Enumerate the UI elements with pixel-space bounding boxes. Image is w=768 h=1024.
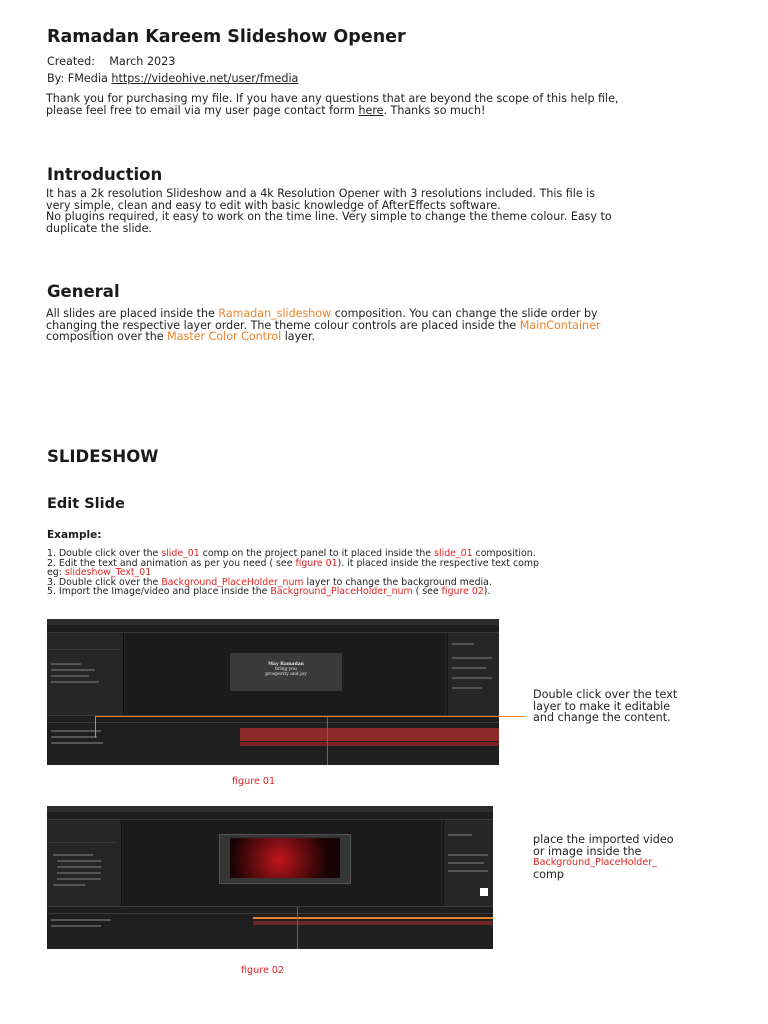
introduction-heading: Introduction — [47, 165, 163, 184]
project-panel — [47, 820, 122, 906]
intro-line-3: No plugins required, it easy to work on the time line. Very simple to change the theme colour. Easy to — [46, 210, 612, 224]
layer-background-placeholder: Background_PlaceHolder_num — [270, 586, 413, 598]
general-text: layer. — [281, 330, 316, 344]
preview-text-3: prosperity and joy — [265, 672, 307, 677]
timeline-panel — [47, 715, 499, 765]
effects-panel — [447, 633, 499, 715]
note-layer-name: Background_PlaceHolder_ — [533, 857, 658, 869]
timeline-panel — [47, 906, 493, 949]
playhead — [297, 907, 298, 949]
step-text: ( see — [412, 586, 442, 598]
comp-slide-01: slide_01 — [161, 548, 200, 559]
general-text: composition over the — [46, 330, 168, 344]
preview-text-1: May Ramadan — [268, 662, 304, 667]
author-line — [47, 72, 298, 85]
figure-02-screenshot — [47, 806, 493, 949]
steps-list — [47, 549, 539, 597]
note-line: and change the content. — [533, 711, 671, 725]
figure-01-caption: figure 01 — [232, 776, 276, 787]
step-text: eg: — [47, 567, 65, 579]
general-heading: General — [47, 282, 120, 301]
preview-frame — [230, 653, 342, 691]
note-line: layer to make it editable — [533, 699, 671, 713]
background-media-preview — [230, 838, 340, 878]
timeline-layer-bar — [240, 728, 499, 741]
composition-viewer — [123, 820, 441, 906]
contact-link[interactable]: here — [358, 103, 384, 117]
note-line: place the imported video — [533, 833, 674, 846]
intro-line-4: duplicate the slide. — [46, 221, 152, 235]
playhead — [327, 716, 328, 765]
step-text: 2. Edit the text and animation as per you need ( see — [47, 557, 296, 569]
thanks-line-2 — [46, 105, 726, 117]
general-paragraph — [46, 308, 726, 343]
layer-background-placeholder: Background_PlaceHolder_num — [161, 576, 304, 588]
step-text: 3. Double click over the — [47, 576, 162, 588]
note-line: comp — [533, 867, 564, 881]
figure-01-note — [533, 689, 677, 724]
step-text: comp on the project panel to it placed inside the — [199, 548, 435, 559]
figure-01-screenshot — [47, 619, 499, 765]
comp-slide-01: slide_01 — [434, 548, 473, 559]
note-line: or image inside the — [533, 844, 642, 858]
step-text: layer to change the background media. — [303, 576, 492, 588]
comp-slideshow-text: slideshow_Text_01 — [64, 567, 152, 579]
thanks-text: please feel free to email via my user page contact form — [46, 103, 359, 117]
comp-ramadan-slideshow: Ramadan_slideshow — [218, 307, 332, 320]
thanks-paragraph — [46, 93, 726, 116]
composition-viewer — [125, 633, 445, 715]
comp-main-container: MainContainer — [519, 318, 601, 332]
layer-master-color-control: Master Color Control — [167, 330, 282, 344]
intro-line-2: very simple, clean and easy to edit with basic knowledge of AfterEffects software. — [46, 198, 501, 212]
general-line-3 — [46, 331, 726, 343]
thanks-line-1: Thank you for purchasing my file. If you have any questions that are beyond the scope of this help file, — [46, 92, 619, 105]
figure-02-note — [533, 834, 674, 880]
intro-line-1: It has a 2k resolution Slideshow and a 4k Resolution Opener with 3 resolutions included. This file is — [46, 187, 596, 200]
app-toolbar — [47, 812, 493, 820]
step-text: 5. Import the Image/video and place inside the — [47, 586, 271, 598]
created-value: March 2023 — [109, 55, 176, 68]
project-panel — [47, 633, 124, 715]
general-text: composition. You can change the slide order by — [331, 307, 598, 320]
page-title: Ramadan Kareem Slideshow Opener — [47, 27, 406, 47]
preview-text-2: bring you — [275, 667, 297, 672]
step-text: composition. — [472, 548, 536, 559]
timeline-layer-bar — [253, 921, 493, 925]
callout-line-vertical — [95, 716, 96, 738]
callout-line-horizontal — [95, 716, 525, 717]
cursor-marker — [480, 888, 488, 896]
effects-panel — [443, 820, 493, 906]
step-5 — [47, 587, 539, 597]
introduction-paragraph — [46, 188, 726, 234]
timeline-layer-bar — [240, 742, 499, 746]
step-text: 1. Double click over the — [47, 548, 162, 559]
app-toolbar — [47, 625, 499, 633]
thanks-end: . Thanks so much! — [383, 103, 486, 117]
slideshow-heading: SLIDESHOW — [47, 447, 159, 466]
author-label: By: FMedia — [47, 72, 108, 85]
general-text: changing the respective layer order. The theme colour controls are placed inside the — [46, 318, 520, 332]
author-link[interactable]: https://videohive.net/user/fmedia — [111, 72, 299, 85]
figure-ref: figure 02 — [441, 586, 484, 598]
created-label: Created: — [47, 55, 96, 68]
created-line — [47, 55, 175, 68]
step-text: ). — [483, 586, 491, 598]
note-line: Double click over the text — [533, 688, 678, 701]
step-text: ). it placed inside the respective text comp — [337, 557, 539, 569]
figure-ref: figure 01 — [295, 557, 338, 569]
work-area-bar — [253, 917, 493, 919]
general-text: All slides are placed inside the — [46, 307, 219, 320]
figure-02-caption: figure 02 — [241, 965, 285, 976]
edit-slide-heading: Edit Slide — [47, 496, 125, 512]
preview-frame — [219, 834, 351, 884]
example-label: Example: — [47, 529, 102, 541]
